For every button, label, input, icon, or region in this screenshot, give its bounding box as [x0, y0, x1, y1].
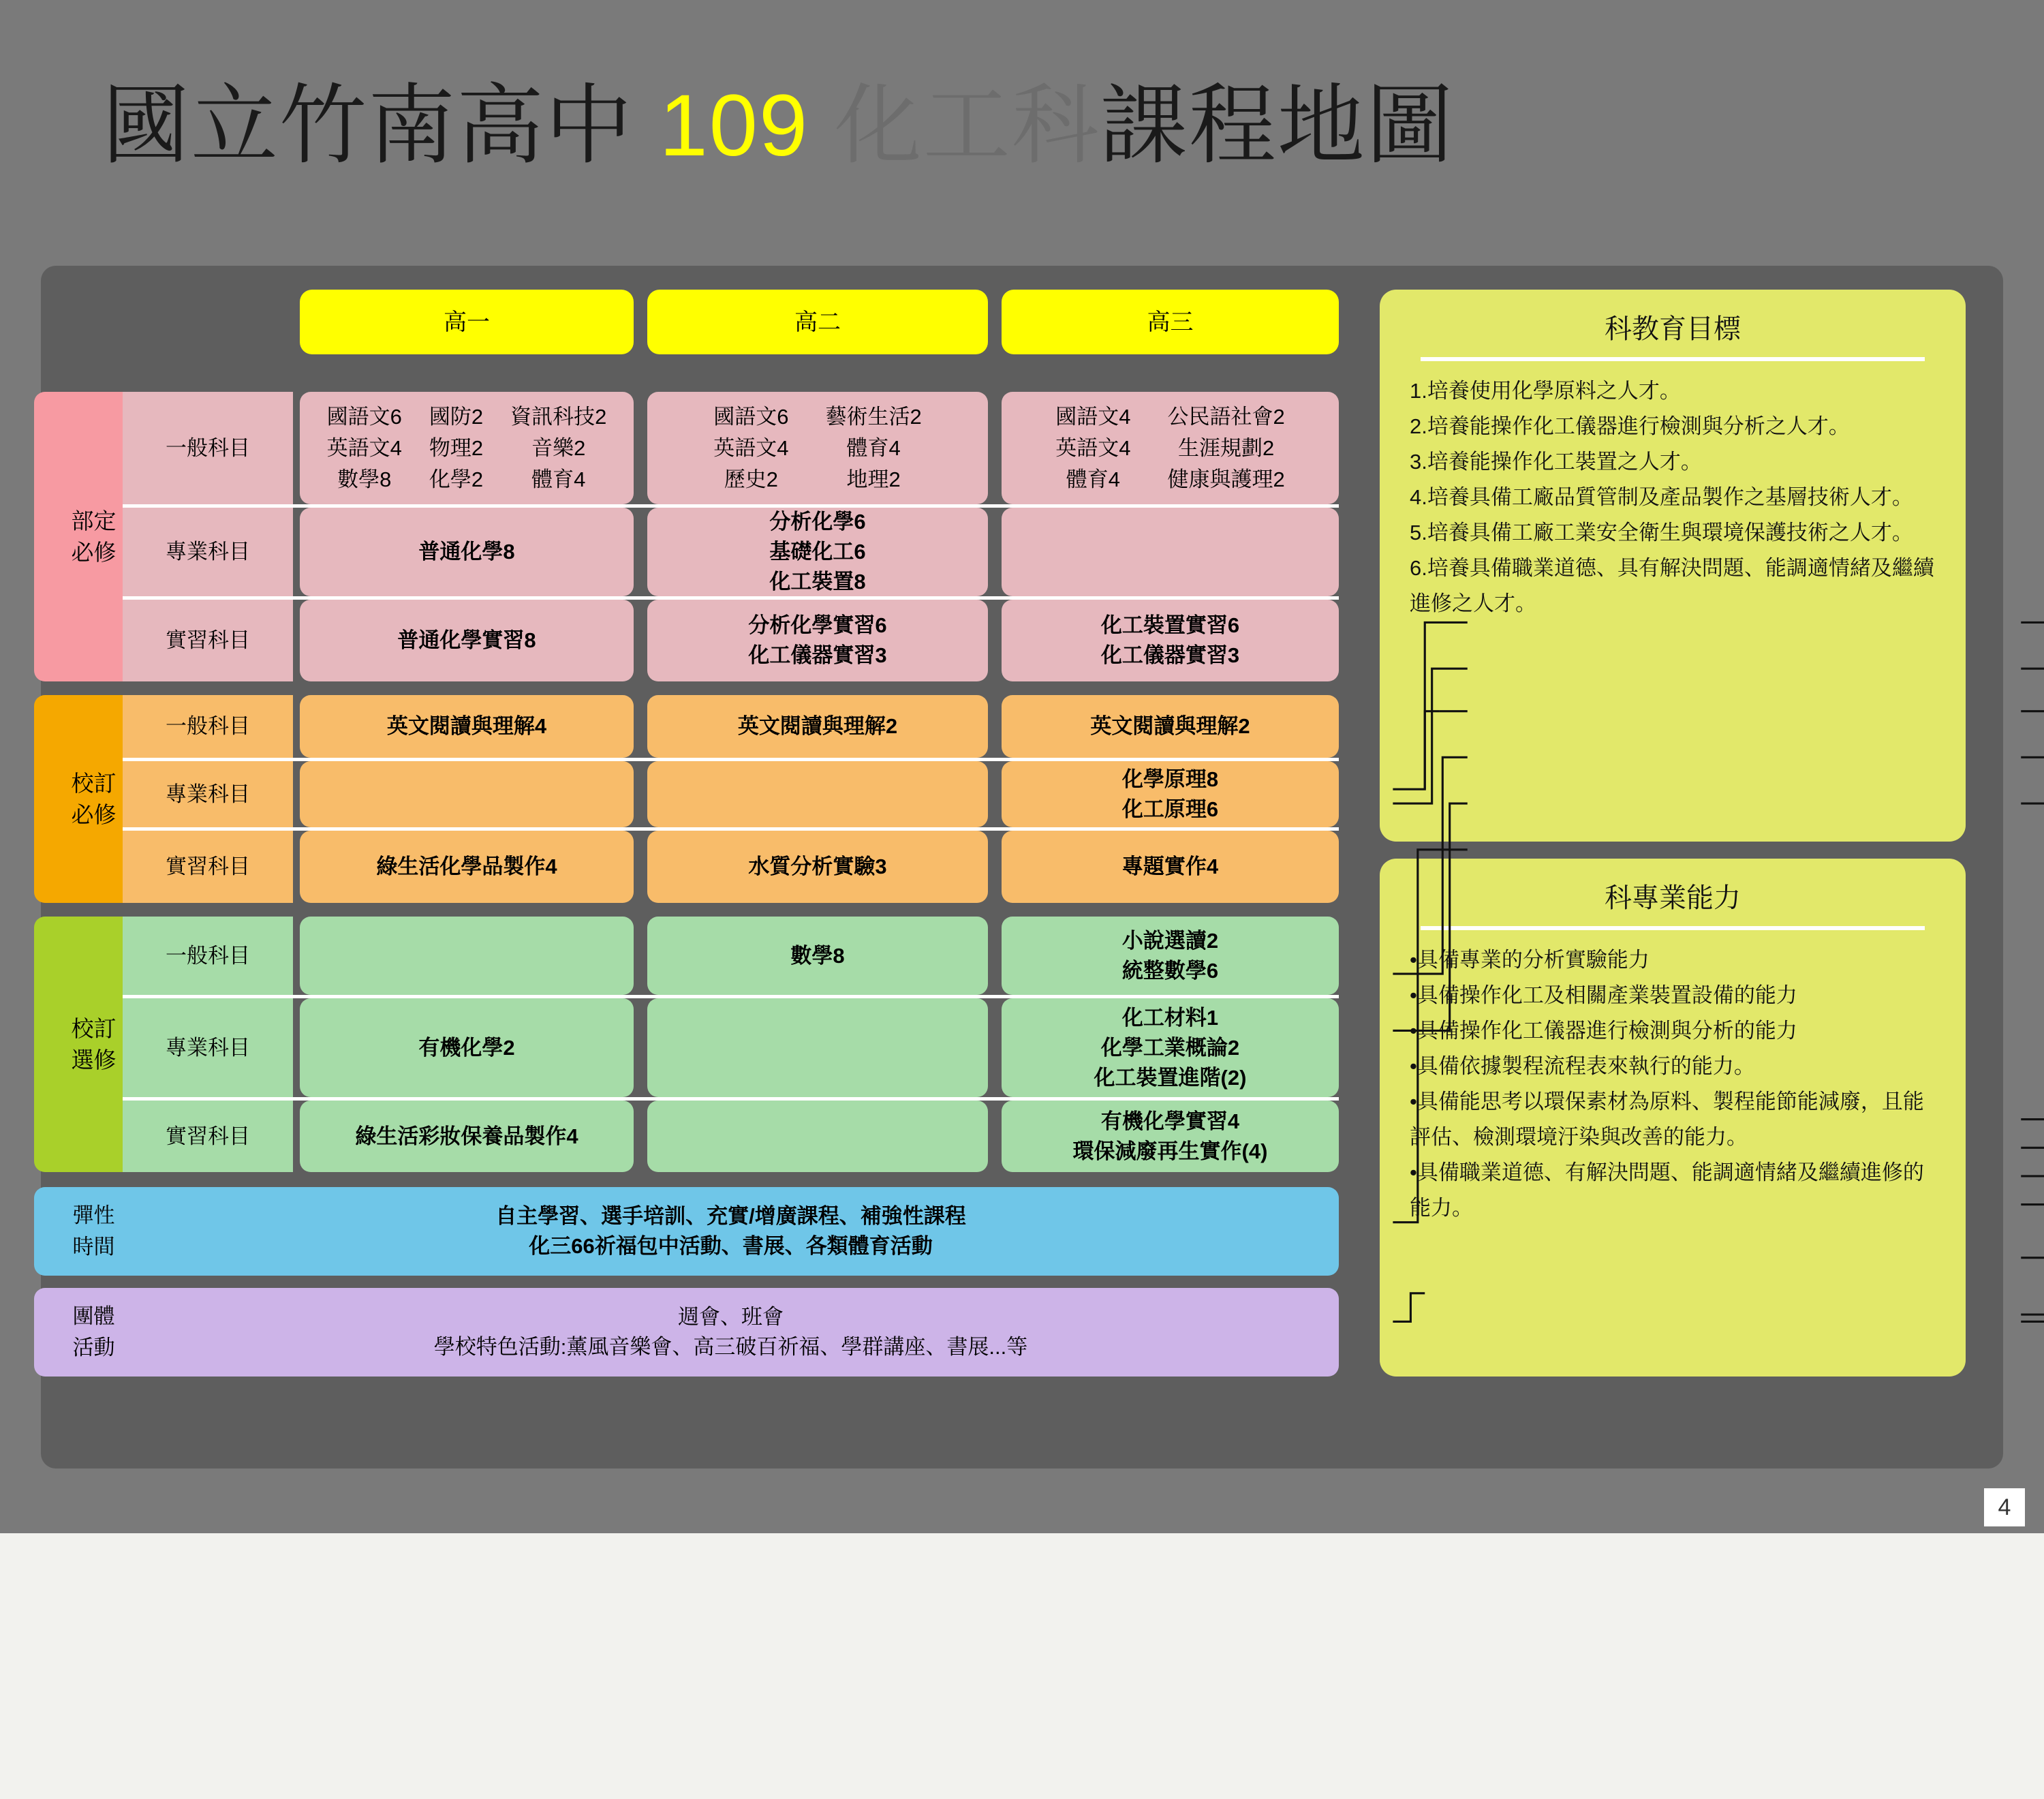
course: 有機化學實習4: [1100, 1109, 1240, 1133]
course: 小說選讀2: [1121, 928, 1219, 953]
professional-abilities-list: [1380, 942, 1966, 1226]
course: 化工裝置進階(2): [1094, 1065, 1247, 1090]
cell-select-major-year3: [1002, 998, 1339, 1097]
course: 地理2: [846, 467, 901, 491]
subrow-label-select-general-text: 一般科目: [166, 943, 250, 968]
course: 歷史2: [724, 467, 778, 491]
cell-required-practice-year3: [1002, 600, 1339, 681]
course: 數學8: [790, 943, 845, 968]
cell-sreq-major-year1: [300, 761, 634, 827]
page-title: [102, 65, 1983, 187]
course: 化工材料1: [1121, 1005, 1219, 1030]
subrow-label-select-practice: [123, 1101, 293, 1172]
goal-item: 3.培養能操作化工裝置之人才。: [1410, 450, 1702, 474]
goal-item: 5.培養具備工廠工業安全衛生與環境保護技術之人才。: [1410, 521, 1913, 544]
professional-abilities-panel: [1380, 859, 1966, 1377]
subrow-label-required-general: [123, 392, 293, 504]
course: 物理2: [429, 435, 484, 460]
cell-sreq-general-year1: [300, 695, 634, 758]
subrow-label-required-practice-text: 實習科目: [166, 628, 250, 652]
course: 國語文6: [326, 404, 402, 429]
course: 專題實作4: [1121, 855, 1219, 878]
title-part1: 國立竹南高中: [102, 77, 660, 174]
cell-required-major-year1: [300, 508, 634, 596]
subrow-label-sreq-major: [123, 761, 293, 827]
course: 化工原理6: [1121, 797, 1219, 821]
education-goals-panel: [1380, 290, 1966, 842]
education-goals-list: [1380, 373, 1966, 621]
ability-item: •具備專業的分析實驗能力: [1410, 948, 1650, 972]
course: 基礎化工6: [769, 540, 866, 564]
cell-select-major-year2: [647, 998, 988, 1097]
ability-item: •具備操作化工儀器進行檢測與分析的能力: [1410, 1019, 1797, 1043]
divider: [123, 758, 1339, 761]
professional-abilities-title: 科專業能力: [1605, 883, 1741, 913]
subrow-label-required-major-text: 專業科目: [166, 540, 250, 564]
course: 化學2: [429, 467, 484, 491]
cell-required-general-year1: [300, 392, 634, 504]
course: 化學原理8: [1121, 767, 1219, 791]
course: 體育4: [846, 435, 901, 460]
title-part3: 課程地圖: [1100, 77, 1455, 174]
course: 體育4: [531, 467, 586, 491]
course: 化學工業概論2: [1100, 1035, 1240, 1060]
divider: [123, 827, 1339, 831]
course: 國防2: [429, 404, 484, 429]
subrow-label-select-major-text: 專業科目: [166, 1035, 250, 1060]
column-header-year2-label: 高二: [794, 309, 841, 335]
divider: [1421, 926, 1925, 930]
cell-select-general-year3: [1002, 917, 1339, 995]
cell-required-major-year2: [647, 508, 988, 596]
course: 生涯規劃2: [1178, 435, 1275, 460]
course: 環保減廢再生實作(4): [1072, 1139, 1268, 1163]
group-line: 週會、班會: [678, 1305, 784, 1329]
subrow-label-required-major: [123, 508, 293, 596]
education-goals-title: 科教育目標: [1605, 314, 1741, 344]
course: 健康與護理2: [1167, 467, 1285, 491]
cell-sreq-practice-year3: [1002, 831, 1339, 903]
subrow-label-sreq-general-text: 一般科目: [166, 714, 250, 738]
goal-item: 6.培養具備職業道德、具有解決問題、能調適情緒及繼續進修之人才。: [1410, 556, 1934, 615]
goal-item: 1.培養使用化學原料之人才。: [1410, 379, 1681, 403]
course: 數學8: [337, 467, 392, 491]
course: 資訊科技2: [510, 404, 607, 429]
title-year: 109: [659, 77, 809, 174]
cell-select-practice-year3: [1002, 1101, 1339, 1172]
column-header-year1-label: 高一: [444, 309, 490, 335]
page-number: 4: [1984, 1488, 2025, 1526]
cell-select-major-year1: [300, 998, 634, 1097]
section-label-flexible-line1: 彈性: [72, 1203, 115, 1227]
subrow-label-sreq-general: [123, 695, 293, 758]
course: 英文閱讀與理解2: [1090, 714, 1250, 738]
section-label-group-line1: 團體: [72, 1304, 115, 1328]
ability-item: •具備依據製程流程表來執行的能力。: [1410, 1054, 1755, 1078]
cell-required-general-year3: [1002, 392, 1339, 504]
course: 化工儀器實習3: [748, 643, 887, 667]
cell-sreq-major-year2: [647, 761, 988, 827]
divider: [123, 1097, 1339, 1101]
section-label-school-required-line2: 必修: [71, 801, 117, 827]
divider: [123, 596, 1339, 600]
course: 化工裝置8: [769, 570, 866, 594]
cell-required-major-year3: [1002, 508, 1339, 596]
course: 綠生活化學品製作4: [376, 855, 557, 878]
course: 藝術生活2: [825, 404, 922, 429]
divider: [123, 995, 1339, 998]
column-header-year2: [647, 290, 988, 354]
course: 化工裝置實習6: [1100, 613, 1240, 637]
cell-required-practice-year1: [300, 600, 634, 681]
cell-flexible-content: [123, 1187, 1339, 1276]
section-label-school-required-line1: 校訂: [71, 770, 117, 796]
cell-select-general-year1: [300, 917, 634, 995]
section-label-school-elective-line1: 校訂: [71, 1015, 117, 1041]
section-label-school-elective-line2: 選修: [71, 1047, 117, 1073]
cell-required-general-year2: [647, 392, 988, 504]
course: 水質分析實驗3: [748, 855, 887, 878]
subrow-label-sreq-practice: [123, 831, 293, 903]
cell-required-general-year2-list: [713, 401, 922, 495]
course: 英文閱讀與理解2: [737, 714, 898, 738]
title-part2: 化工科: [809, 77, 1100, 174]
column-header-year3: [1002, 290, 1339, 354]
cell-select-general-year2: [647, 917, 988, 995]
section-label-group-line2: 活動: [72, 1336, 115, 1359]
goal-item: 2.培養能操作化工儀器進行檢測與分析之人才。: [1410, 414, 1850, 438]
divider: [1421, 357, 1925, 361]
cell-required-general-year1-list: [327, 401, 607, 495]
course: 英文閱讀與理解4: [386, 714, 547, 738]
divider: [123, 504, 1339, 508]
cell-required-general-year3-list: [1055, 401, 1285, 495]
course: 統整數學6: [1121, 958, 1219, 983]
subrow-label-sreq-practice-text: 實習科目: [166, 855, 250, 878]
course: 國語文4: [1055, 404, 1131, 429]
ability-item: •具備職業道德、有解決問題、能調適情緒及繼續進修的能力。: [1410, 1160, 1924, 1220]
course: 普通化學實習8: [397, 628, 536, 652]
cell-sreq-general-year3: [1002, 695, 1339, 758]
column-header-year1: [300, 290, 634, 354]
section-label-required-line2: 必修: [71, 539, 117, 565]
ability-item: •具備操作化工及相關產業裝置設備的能力: [1410, 983, 1797, 1007]
goal-item: 4.培養具備工廠品質管制及產品製作之基層技術人才。: [1410, 485, 1913, 509]
course: 分析化學實習6: [748, 613, 887, 637]
cell-select-practice-year1: [300, 1101, 634, 1172]
course: 英語文4: [326, 435, 402, 460]
subrow-label-sreq-major-text: 專業科目: [166, 782, 250, 806]
cell-group-content: [123, 1288, 1339, 1377]
course: 綠生活彩妝保養品製作4: [355, 1124, 578, 1148]
group-line: 學校特色活動:薰風音樂會、高三破百祈福、學群講座、書展...等: [433, 1335, 1028, 1359]
cell-sreq-practice-year1: [300, 831, 634, 903]
course: 英語文4: [713, 435, 789, 460]
course: 音樂2: [531, 435, 586, 460]
flexible-line: 自主學習、選手培訓、充實/增廣課程、補強性課程: [495, 1204, 966, 1228]
course: 普通化學8: [418, 540, 515, 564]
curriculum-panel: [41, 266, 2003, 1469]
flexible-line: 化三66祈福包中活動、書展、各類體育活動: [529, 1234, 933, 1258]
course: 國語文6: [713, 404, 789, 429]
subrow-label-required-practice: [123, 600, 293, 681]
subrow-label-select-practice-text: 實習科目: [166, 1124, 250, 1148]
section-label-flexible-line2: 時間: [72, 1235, 115, 1259]
course: 分析化學6: [769, 510, 866, 534]
course: 化工儀器實習3: [1100, 643, 1240, 667]
subrow-label-select-major: [123, 998, 293, 1097]
cell-sreq-major-year3: [1002, 761, 1339, 827]
course: 公民語社會2: [1167, 404, 1285, 429]
cell-select-practice-year2: [647, 1101, 988, 1172]
cell-required-practice-year2: [647, 600, 988, 681]
section-label-required-line1: 部定: [71, 508, 117, 534]
course: 體育4: [1066, 467, 1120, 491]
cell-sreq-practice-year2: [647, 831, 988, 903]
column-header-year3-label: 高三: [1147, 309, 1194, 335]
subrow-label-select-general: [123, 917, 293, 995]
ability-item: •具備能思考以環保素材為原料、製程能節能減廢，且能評估、檢測環境汙染與改善的能力。: [1410, 1090, 1924, 1149]
course: 有機化學2: [418, 1035, 515, 1060]
subrow-label-required-general-text: 一般科目: [166, 435, 250, 460]
course: 英語文4: [1055, 435, 1131, 460]
cell-sreq-general-year2: [647, 695, 988, 758]
